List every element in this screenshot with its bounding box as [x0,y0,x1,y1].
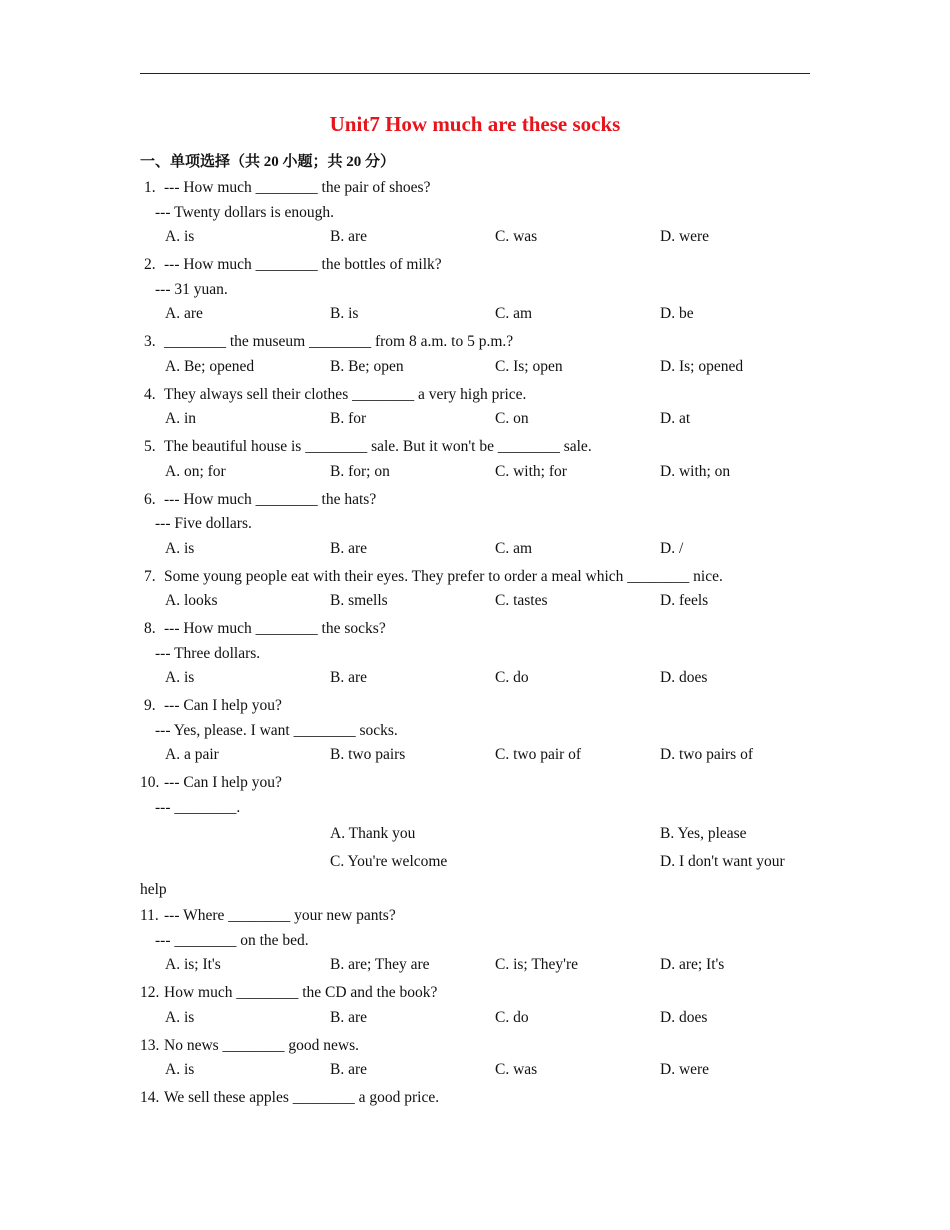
question-answer-line: --- Twenty dollars is enough. [155,203,334,221]
question-number: 11. [140,907,159,924]
question-answer-line: --- Three dollars. [155,644,261,662]
option-d: D. be [660,305,694,322]
option-b: B. are [330,539,368,557]
options-row [140,820,820,848]
header-rule [140,73,810,74]
option-a: A. on; for [165,462,226,480]
question-number: 4. [144,385,156,403]
question-number: 5. [144,438,156,455]
option-a: A. in [165,410,196,427]
option-b: B. smells [330,592,388,609]
question-3 [140,330,820,379]
page-title: Unit7 How much are these socks [329,112,621,136]
option-b: B. for [330,410,367,427]
option-d: D. with; on [660,462,731,480]
option-a: A. is [165,1008,195,1026]
question-answer-line: --- ________ on the bed. [155,931,309,949]
options-row [140,460,820,485]
option-a: A. are [165,305,203,322]
question-number: 2. [144,256,156,273]
question-stem: ________ the museum ________ from 8 a.m. to 5 p.m.? [164,333,514,350]
question-stem: --- Where ________ your new pants? [164,907,396,924]
question-stem: --- Can I help you? [164,697,282,714]
option-c: C. am [495,305,533,322]
option-c: C. do [495,669,529,686]
question-stem: --- How much ________ the pair of shoes? [164,179,431,196]
options-row [140,1006,820,1031]
option-b: B. are [330,1008,368,1026]
option-d: D. Is; opened [660,357,744,375]
options-row [140,355,820,380]
option-b: B. Be; open [330,357,404,375]
question-number: 10. [140,774,160,791]
question-number: 6. [144,490,156,508]
option-d: D. were [660,1061,710,1078]
question-14 [140,1086,820,1111]
question-answer-line: --- Yes, please. I want ________ socks. [155,721,398,739]
options-row [140,537,820,562]
option-b: B. Yes, please [660,825,747,842]
option-a: A. is [165,228,195,245]
question-answer-line: --- ________. [155,798,241,816]
question-stem: They always sell their clothes ________ a very high price. [164,385,527,403]
question-stem: --- How much ________ the hats? [164,490,377,508]
question-stem: The beautiful house is ________ sale. But it won't be ________ sale. [164,438,592,455]
options-row [140,407,820,432]
option-c: C. Is; open [495,357,563,375]
question-9 [140,694,820,768]
option-b: B. are [330,669,368,686]
options-row [140,848,820,876]
option-c: C. with; for [495,462,567,480]
option-b: B. are [330,228,368,245]
question-list [140,176,820,1111]
option-d: D. two pairs of [660,746,753,763]
option-a: A. is [165,1061,195,1078]
option-b: B. is [330,305,359,322]
question-stem: We sell these apples ________ a good price. [164,1089,440,1106]
option-c: C. is; They're [495,956,579,973]
question-stem: --- How much ________ the bottles of milk? [164,256,442,273]
options-row [140,1058,820,1083]
option-c: C. two pair of [495,746,582,763]
question-6 [140,488,820,562]
option-b: B. are; They are [330,956,430,973]
option-b: B. for; on [330,462,390,480]
option-c: C. am [495,539,533,557]
option-d: D. / [660,539,684,557]
options-row [140,666,820,691]
option-d: D. feels [660,592,709,609]
option-a: A. Be; opened [165,357,255,375]
option-d: D. were [660,228,710,245]
question-number: 14. [140,1089,160,1106]
options-row [140,743,820,768]
question-11 [140,904,820,978]
question-number: 9. [144,697,156,714]
option-c: C. on [495,410,529,427]
option-c: C. was [495,228,538,245]
options-row [140,225,820,250]
question-number: 13. [140,1036,160,1054]
option-a: A. a pair [165,746,219,763]
option-a: A. looks [165,592,218,609]
option-a: A. is [165,669,195,686]
option-d: D. are; It's [660,956,725,973]
option-b: B. are [330,1061,368,1078]
question-1 [140,176,820,250]
question-8 [140,617,820,691]
question-2 [140,253,820,327]
option-c: C. tastes [495,592,548,609]
options-row [140,302,820,327]
question-5 [140,435,820,484]
question-7 [140,565,820,614]
question-10 [140,771,820,904]
option-c: C. You're welcome [330,853,448,870]
options-row [140,953,820,978]
option-c: C. was [495,1061,538,1078]
question-number: 12. [140,984,160,1001]
question-number: 1. [144,179,156,196]
option-c: C. do [495,1008,529,1026]
question-number: 3. [144,333,156,350]
option-d-wrap: help [140,881,167,898]
question-stem: Some young people eat with their eyes. They prefer to order a meal which ________ nice. [164,567,723,585]
option-d: D. at [660,410,691,427]
option-d: D. I don't want your [660,853,785,870]
question-stem: --- How much ________ the socks? [164,620,386,637]
question-answer-line: --- Five dollars. [155,515,252,532]
section-heading: 一、单项选择（共 20 小题；共 20 分） [140,154,396,170]
question-stem: --- Can I help you? [164,774,282,791]
question-number: 8. [144,620,156,637]
question-answer-line: --- 31 yuan. [155,280,228,298]
option-d: D. does [660,1008,708,1026]
question-number: 7. [144,567,156,585]
option-a: A. Thank you [330,825,416,842]
question-13 [140,1034,820,1083]
option-a: A. is; It's [165,956,221,973]
question-stem: How much ________ the CD and the book? [164,984,438,1001]
question-stem: No news ________ good news. [164,1036,360,1054]
options-row [140,589,820,614]
question-12 [140,981,820,1030]
option-a: A. is [165,539,195,557]
question-4 [140,383,820,432]
option-d: D. does [660,669,708,686]
option-b: B. two pairs [330,746,406,763]
